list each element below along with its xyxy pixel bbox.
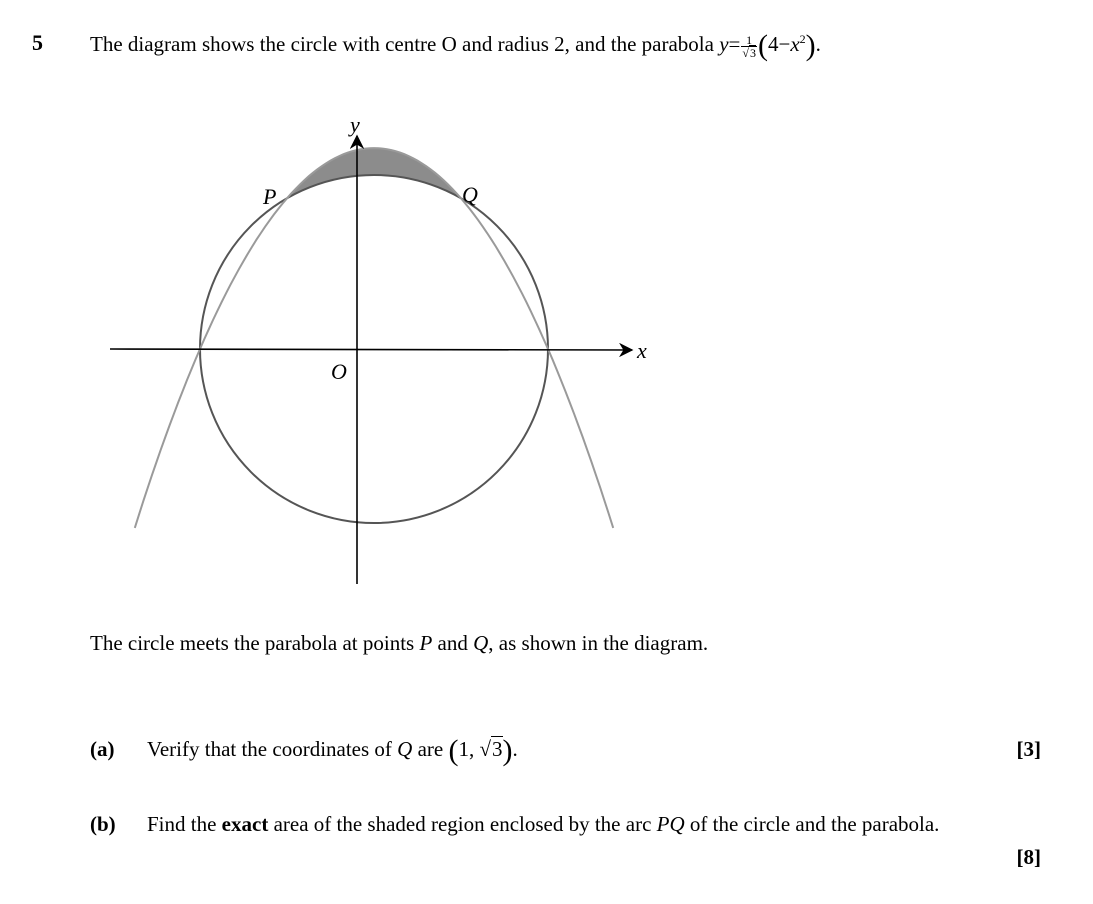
circle-parabola-diagram [100,112,660,592]
eq-open-paren: ( [757,29,768,63]
origin-label: O [331,359,347,384]
meet-mid: and [437,631,468,655]
eq-minus: − [778,32,791,56]
part-a-are: are [417,737,444,761]
meet-sentence [90,631,708,656]
parabola [135,148,613,528]
meet-p: P [419,631,433,655]
parabola-equation [719,29,821,63]
part-b-text [147,812,939,837]
part-b-label: (b) [90,812,116,836]
part-a-end: . [512,737,518,761]
part-a-sqrt-symbol: √ [479,737,492,761]
eq-frac-den-value: 3 [749,45,756,60]
eq-lhs: y [719,32,729,56]
eq-inner-b: x [790,32,800,56]
eq-close-paren: ) [805,29,816,63]
part-a-marks: [3] [1016,737,1041,761]
part-b-after: area of the shaded region enclosed by the arc [273,812,652,836]
part-a-open-paren: ( [448,734,459,768]
question-number: 5 [32,30,43,55]
question-intro [90,29,821,63]
point-q-label: Q [462,182,478,207]
y-axis-label: y [350,112,360,137]
meet-q: Q [473,631,489,655]
x-axis [110,349,632,350]
part-b-before: Find the [147,812,217,836]
part-a-coord-y: 3 [492,737,503,761]
part-b-end: of the circle and the parabola. [689,812,940,836]
part-a-q: Q [397,737,413,761]
point-p-label: P [263,184,277,209]
eq-equals: = [728,32,741,56]
x-axis-label: x [637,338,647,363]
part-a-close-paren: ) [502,734,513,768]
meet-after: , as shown in the diagram. [488,631,709,655]
part-b-marks: [8] [1016,845,1041,869]
eq-fraction [741,34,757,59]
part-b-bold: exact [221,812,269,836]
eq-power: 2 [799,32,806,46]
meet-before: The circle meets the parabola at points [90,631,415,655]
part-b-arc: PQ [656,812,685,836]
part-a-text [147,734,518,768]
eq-frac-num: 1 [741,34,757,47]
intro-text: The diagram shows the circle with centre O and radius 2, and the parabola [90,32,714,56]
eq-sqrt-symbol: √ [742,45,749,60]
part-a-label: (a) [90,737,115,761]
eq-inner-a: 4 [767,32,779,56]
eq-frac-den [741,47,757,59]
part-a-coord-x: 1, [458,737,475,761]
part-a-before: Verify that the coordinates of [147,737,392,761]
eq-end: . [815,32,821,56]
